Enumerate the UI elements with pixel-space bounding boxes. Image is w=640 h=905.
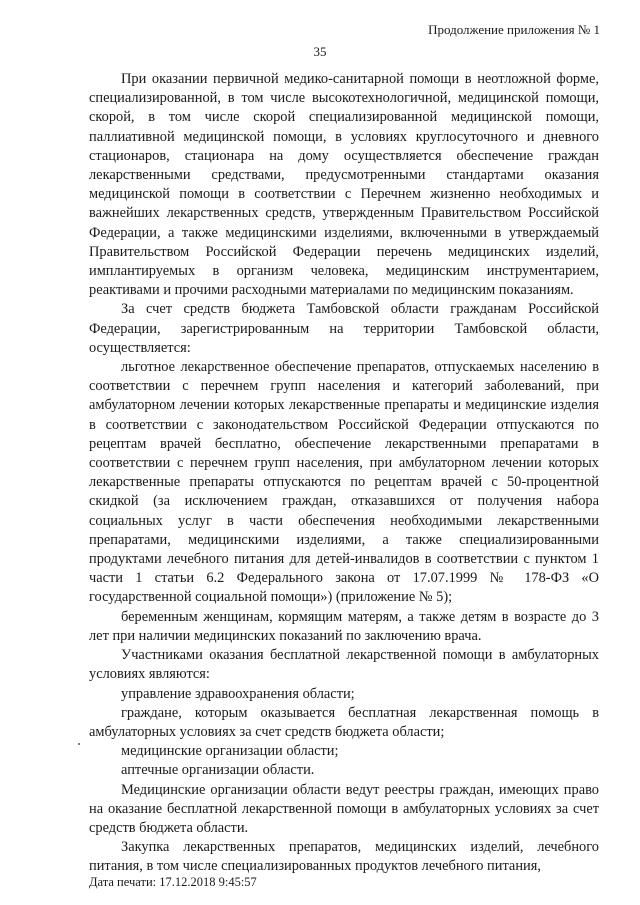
list-item: беременным женщинам, кормящим матерям, а также детям в возрасте до 3 лет при наличии медицинских показаний по заключению врача. xyxy=(89,608,599,644)
page-number: 35 xyxy=(313,44,327,59)
list-item: медицинские организации области; xyxy=(121,743,339,760)
paragraph: При оказании первичной медико-санитарной помощи в неотложной форме, специализированной, в том числе высокотехнологичной, медицинской помощи, скорой, в том числе скорой специализированной медицинской помощи, паллиативной медицинской помощи, в условиях круглосуточного и дневного стационаров, стационара на дому осуществляется обеспечение граждан лекарственными средствами, предусмотренными стандартами оказания медицинской помощи в соответствии с Перечнем жизненно необходимых и важнейших лекарственных средств, утвержденным Правительством Российской Федерации, а также медицинскими изделиями, включенными в утверждаемый Правительством Российской Федерации перечень медицинских изделий, имплантируемых в организм человека, медицинским инструментарием, реактивами и прочими расходными материалами по медицинским показаниям. xyxy=(89,71,599,299)
list-item: управление здравоохранения области; xyxy=(121,685,355,702)
paragraph: За счет средств бюджета Тамбовской области гражданам Российской Федерации, зарегистрированным на территории Тамбовской области, осуществляется: xyxy=(89,301,599,356)
paragraph: Закупка лекарственных препаратов, медицинских изделий, лечебного питания, в том числе специализированных продуктов лечебного питания, xyxy=(89,839,599,875)
paragraph: Медицинские организации области ведут реестры граждан, имеющих право на оказание бесплатной лекарственной помощи в амбулаторных условиях за счет средств бюджета области. xyxy=(89,781,599,836)
paragraph: Участниками оказания бесплатной лекарственной помощи в амбулаторных условиях являются: xyxy=(89,647,599,683)
document-body xyxy=(89,70,599,877)
scan-speck xyxy=(78,743,80,745)
list-item: аптечные организации области. xyxy=(121,762,315,779)
print-date-footer: Дата печати: 17.12.2018 9:45:57 xyxy=(89,875,257,889)
list-item: льготное лекарственное обеспечение препаратов, отпускаемых населению в соответствии с перечнем групп населения и категорий заболеваний, при амбулаторном лечении которых лекарственные препараты и медицинские изделия в соответствии с законодательством Российской Федерации отпускаются по рецептам врачей бесплатно, обеспечение лекарственными препаратами в соответствии с перечнем групп населения, при амбулаторном лечении которых лекарственные препараты отпускаются по рецептам врачей с 50-процентной скидкой (за исключением граждан, отказавшихся от получения набора социальных услуг в части обеспечения необходимыми лекарственными препаратами, медицинскими изделиями, а также специализированными продуктами лечебного питания для детей-инвалидов в соответствии с пунктом 1 части 1 статьи 6.2 Федерального закона от 17.07.1999 № 178-ФЗ «О государственной социальной помощи») (приложение № 5); xyxy=(89,359,599,606)
list-item: граждане, которым оказывается бесплатная лекарственная помощь в амбулаторных условиях за счет средств бюджета области; xyxy=(89,704,599,740)
appendix-continuation-header: Продолжение приложения № 1 xyxy=(428,22,600,37)
